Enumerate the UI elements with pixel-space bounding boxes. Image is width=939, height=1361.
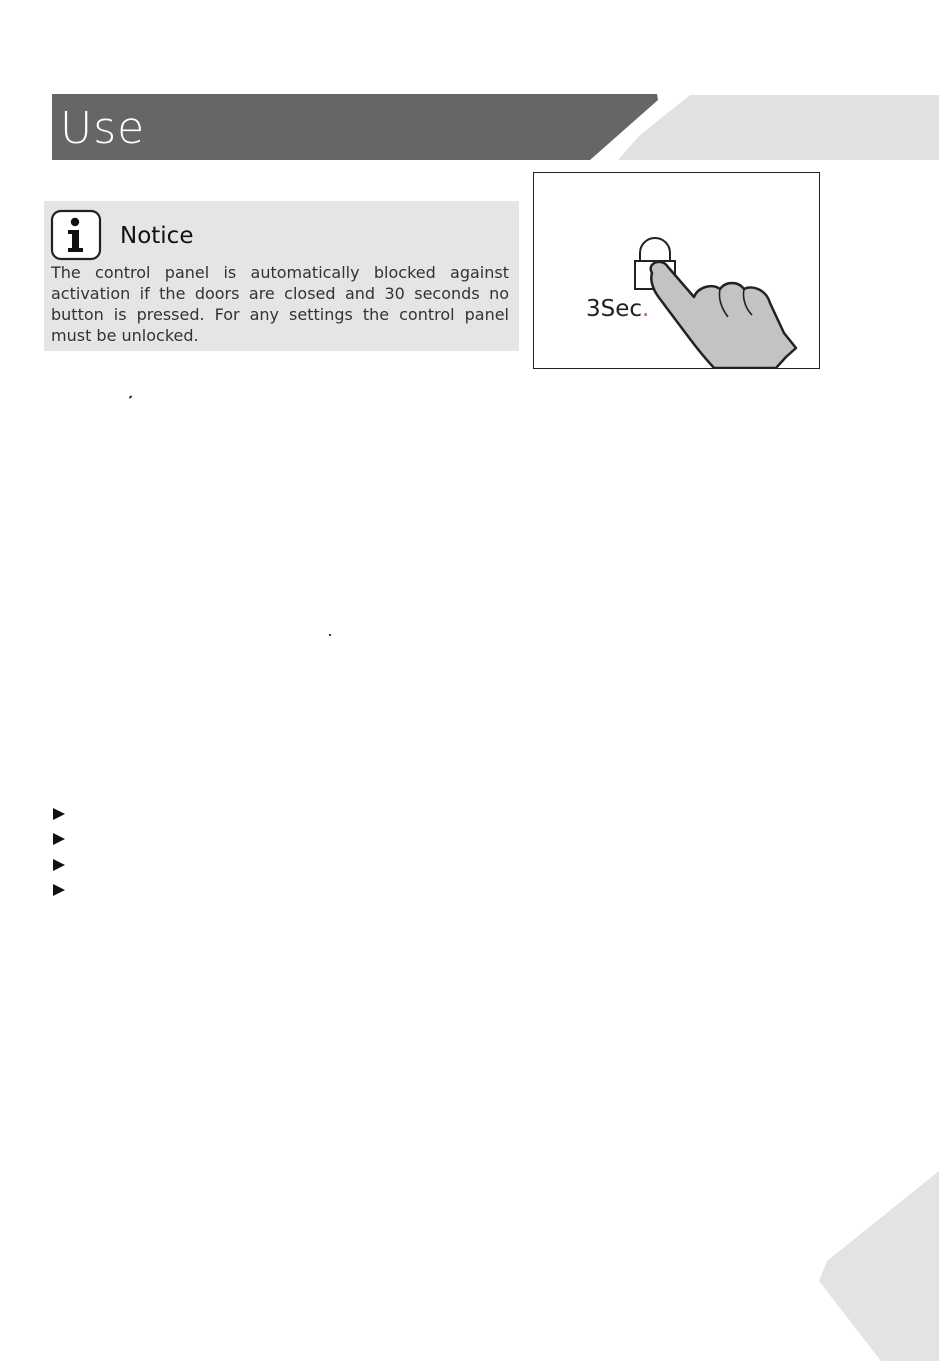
hand-pointer-icon (651, 262, 796, 368)
lock-hold-label (586, 296, 649, 322)
info-icon (50, 209, 102, 261)
bullet-list (53, 801, 65, 903)
list-item (53, 852, 65, 878)
lock-hold-dot: . (642, 296, 650, 322)
notice-text: The control panel is automatically blocked against activation if the doors are closed and 30 seconds no button is pressed. For any settings the control panel must be unlocked. (51, 263, 509, 345)
stray-mark (129, 395, 133, 398)
stray-mark (329, 634, 331, 636)
list-item (53, 827, 65, 853)
page-corner-decoration (819, 1171, 939, 1361)
triangle-bullet-icon (53, 859, 65, 871)
triangle-bullet-icon (53, 833, 65, 845)
list-item (53, 801, 65, 827)
triangle-bullet-icon (53, 808, 65, 820)
header-light-band (618, 95, 939, 160)
control-panel-lock-illustration (533, 172, 820, 369)
notice-box (44, 201, 519, 351)
list-item (53, 878, 65, 904)
page-title: Use (60, 103, 146, 154)
notice-heading: Notice (120, 223, 194, 249)
triangle-bullet-icon (53, 884, 65, 896)
lock-hold-seconds: 3Sec (586, 296, 643, 322)
